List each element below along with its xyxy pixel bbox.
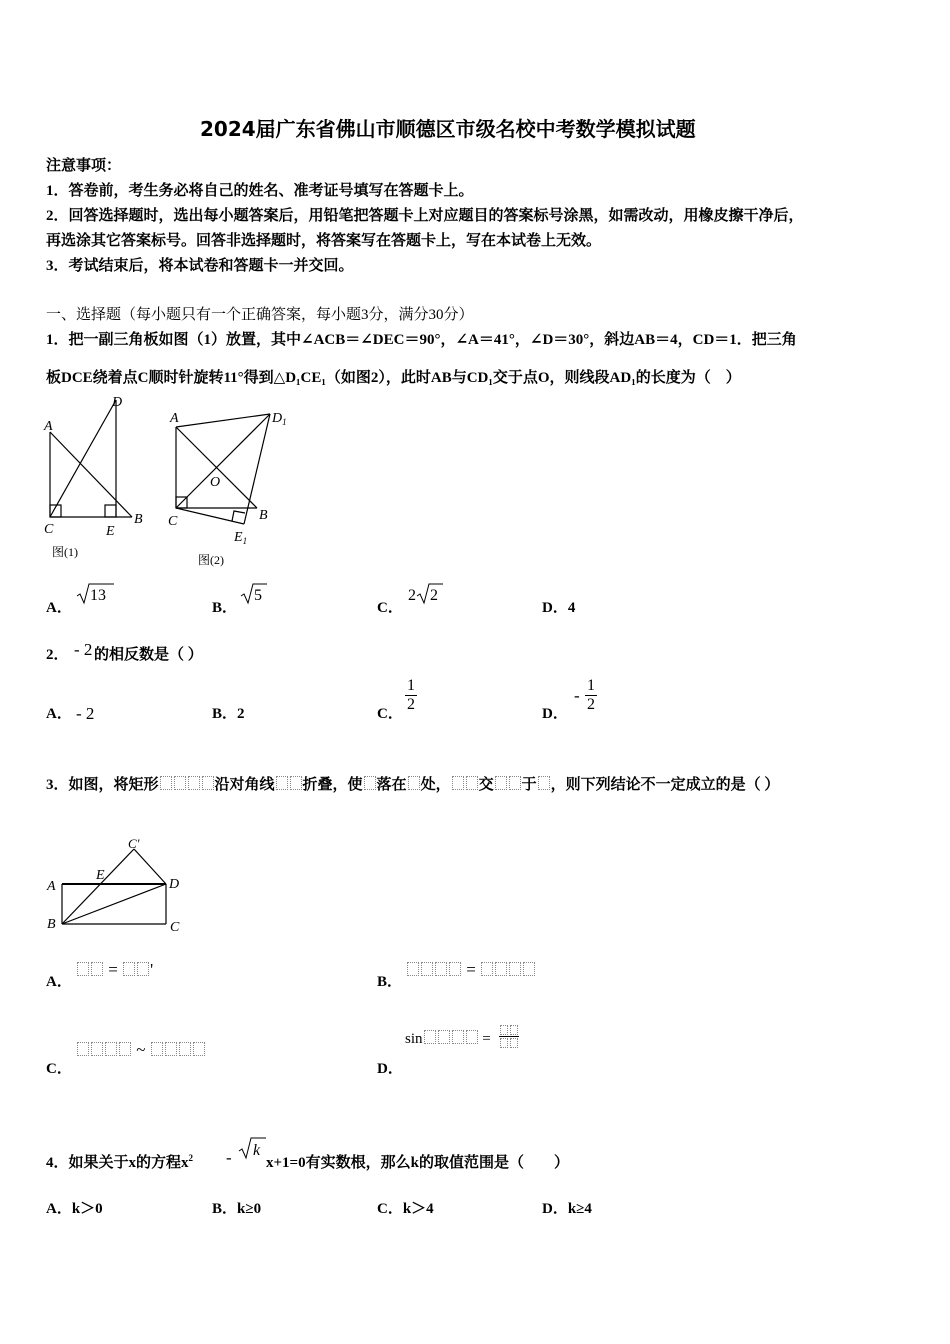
q1-option-c-label: C．: [377, 600, 403, 616]
q3-option-a-prime: ': [150, 960, 154, 979]
missing-glyph-icon: [452, 1030, 464, 1044]
missing-glyph-icon: [466, 776, 478, 790]
missing-glyph-icon: [179, 1042, 191, 1056]
q1-option-c-coef: 2: [408, 587, 416, 604]
q4-part-1: 4．如果关于x的方程x: [46, 1155, 189, 1171]
q1-figure-1: [40, 392, 150, 564]
notes-heading: 注意事项：: [46, 158, 122, 174]
fig2-label-a: A: [170, 411, 179, 426]
fig1-label-a: A: [44, 419, 53, 434]
q3-part-3: 折叠，使: [302, 777, 363, 793]
missing-glyph-icon: [495, 776, 507, 790]
q3-option-d-label: D．: [377, 1061, 403, 1077]
missing-glyph-icon: [500, 1038, 508, 1048]
q2-option-c-label: C．: [377, 706, 403, 722]
q2-option-d-label: D．: [542, 706, 568, 722]
q3-stem: [46, 773, 779, 794]
q3-part-7: 于: [521, 777, 537, 793]
q2-option-d-num: 1: [587, 677, 595, 694]
q2-option-a-label: A．: [46, 706, 72, 722]
q1-option-b-value: 5: [254, 587, 262, 604]
q2-text: 的相反数是（ ）: [94, 647, 203, 663]
fig2-caption: 图(2): [198, 553, 224, 567]
q3-fig-label-d: D: [169, 877, 180, 892]
missing-glyph-icon: [421, 962, 433, 976]
q4-radical-value: k: [253, 1142, 261, 1159]
q1-option-a-radical: [76, 582, 116, 606]
fig1-label-e: E: [106, 524, 115, 539]
q3-fig-label-a: A: [47, 879, 56, 894]
q3-fig-label-b: B: [47, 917, 56, 932]
missing-glyph-icon: [509, 776, 521, 790]
missing-glyph-icon: [202, 776, 214, 790]
q4-option-c: C．k＞4: [377, 1201, 434, 1217]
q4-radical: [238, 1136, 268, 1162]
missing-glyph-icon: [407, 962, 419, 976]
missing-glyph-icon: [174, 776, 186, 790]
missing-glyph-icon: [137, 962, 149, 976]
missing-glyph-icon: [424, 1030, 436, 1044]
fig2-label-e1: $E_1$: [234, 530, 248, 546]
fig1-label-d: D: [112, 395, 123, 410]
q3-option-d-expr: [405, 1030, 491, 1048]
q1-option-c-radical: [406, 582, 446, 606]
q3-option-b-expr: [406, 960, 536, 980]
missing-glyph-icon: [495, 962, 507, 976]
fig2-label-c: C: [168, 514, 178, 529]
missing-glyph-icon: [119, 1042, 131, 1056]
q3-part-2: 沿对角线: [214, 777, 275, 793]
q2-option-c-num: 1: [407, 677, 415, 694]
q3-fig-label-c-prime: C': [128, 836, 140, 851]
q3-fig-label-c: C: [170, 920, 180, 935]
missing-glyph-icon: [364, 776, 376, 790]
q2-option-d-sign: -: [574, 686, 580, 705]
fig2-label-d1: $D_1$: [272, 411, 287, 427]
missing-glyph-icon: [452, 776, 464, 790]
q3-part-5: 处，: [420, 777, 451, 793]
q2-option-b: B．2: [212, 706, 245, 722]
q3-part-1: 3．如图，将矩形: [46, 777, 159, 793]
section-heading: 一、选择题（每小题只有一个正确答案，每小题3分，满分30分）: [46, 307, 474, 323]
missing-glyph-icon: [91, 1042, 103, 1056]
q4-minus: -: [226, 1148, 232, 1167]
q3-option-d-eq: =: [482, 1031, 491, 1047]
q1-option-c-value: 2: [430, 587, 438, 604]
missing-glyph-icon: [151, 1042, 163, 1056]
q3-option-d-sin: sin: [405, 1031, 423, 1047]
missing-glyph-icon: [510, 1038, 518, 1048]
missing-glyph-icon: [91, 962, 103, 976]
q4-part-2: x+1=0有实数根，那么k的取值范围是（ ）: [266, 1155, 569, 1171]
note-1: 1．答卷前，考生务必将自己的姓名、准考证号填写在答题卡上。: [46, 183, 474, 199]
q1-option-d: D．4: [542, 600, 576, 616]
q3-option-a-expr: [76, 960, 153, 980]
missing-glyph-icon: [160, 776, 172, 790]
q3-part-6: 交: [478, 777, 494, 793]
missing-glyph-icon: [509, 962, 521, 976]
missing-glyph-icon: [500, 1025, 508, 1035]
q3-figure: [42, 832, 192, 938]
q3-option-c-sim: ~: [136, 1040, 146, 1059]
note-2b: 再选涂其它答案标号。回答非选择题时，将答案写在答题卡上，写在本试卷上无效。: [46, 233, 602, 249]
q3-option-a-label: A．: [46, 974, 72, 990]
q4-option-b: B．k≥0: [212, 1201, 262, 1217]
q1-line2: 板DCE绕着点C顺时针旋转11°得到△D₁CE₁（如图2），此时AB与CD₁交于点O，则线段AD₁的长度为（ ）: [46, 370, 741, 386]
q2-option-d-fraction: [585, 677, 597, 714]
fig1-caption: 图(1): [52, 545, 78, 559]
missing-glyph-icon: [481, 962, 493, 976]
q1-option-b-radical: [240, 582, 270, 606]
missing-glyph-icon: [435, 962, 447, 976]
missing-glyph-icon: [105, 1042, 117, 1056]
q3-part-4: 落在: [376, 777, 407, 793]
missing-glyph-icon: [193, 1042, 205, 1056]
q3-fig-label-e: E: [96, 868, 105, 883]
q2-option-c-den: 2: [407, 696, 415, 713]
missing-glyph-icon: [466, 1030, 478, 1044]
missing-glyph-icon: [165, 1042, 177, 1056]
fig2-label-o: O: [210, 475, 221, 490]
q3-option-d-fraction: [499, 1025, 519, 1048]
q4-exponent: 2: [188, 1153, 194, 1163]
q3-option-b-label: B．: [377, 974, 403, 990]
missing-glyph-icon: [438, 1030, 450, 1044]
fig1-label-c: C: [44, 522, 54, 537]
fig2-label-b: B: [259, 508, 268, 523]
missing-glyph-icon: [408, 776, 420, 790]
note-2a: 2．回答选择题时，选出每小题答案后，用铅笔把答题卡上对应题目的答案标号涂黑，如需改动，用橡皮擦干净后，: [46, 208, 804, 224]
q3-option-a-eq: =: [108, 960, 118, 979]
missing-glyph-icon: [77, 1042, 89, 1056]
q4-option-d: D．k≥4: [542, 1201, 592, 1217]
q3-option-c-expr: [76, 1040, 206, 1060]
q4-option-a: A．k＞0: [46, 1201, 103, 1217]
fig1-label-b: B: [134, 512, 143, 527]
q1-option-a-value: 13: [90, 587, 106, 604]
missing-glyph-icon: [510, 1025, 518, 1035]
q2-option-d-den: 2: [587, 696, 595, 713]
q1-option-a-label: A．: [46, 600, 72, 616]
q2-expr: - 2: [74, 640, 93, 659]
q2-option-a-value: - 2: [76, 704, 95, 723]
missing-glyph-icon: [449, 962, 461, 976]
q3-option-c-label: C．: [46, 1061, 72, 1077]
q1-option-b-label: B．: [212, 600, 238, 616]
missing-glyph-icon: [188, 776, 200, 790]
q4-stem: [46, 1151, 193, 1172]
q3-part-8: ，则下列结论不一定成立的是（ ）: [550, 777, 780, 793]
q2-option-c-fraction: [405, 677, 417, 714]
q2-number: 2．: [46, 647, 69, 663]
q1-line1: 1．把一副三角板如图（1）放置，其中∠ACB＝∠DEC＝90°，∠A＝41°，∠D＝30°，斜边AB＝4，CD＝1．把三角: [46, 332, 797, 348]
q3-option-b-eq: =: [466, 960, 476, 979]
missing-glyph-icon: [523, 962, 535, 976]
q1-figure-2: [160, 400, 290, 570]
missing-glyph-icon: [123, 962, 135, 976]
note-3: 3．考试结束后，将本试卷和答题卡一并交回。: [46, 258, 354, 274]
missing-glyph-icon: [276, 776, 288, 790]
missing-glyph-icon: [538, 776, 550, 790]
missing-glyph-icon: [290, 776, 302, 790]
page-title: 2024届广东省佛山市顺德区市级名校中考数学模拟试题: [200, 117, 696, 141]
missing-glyph-icon: [77, 962, 89, 976]
